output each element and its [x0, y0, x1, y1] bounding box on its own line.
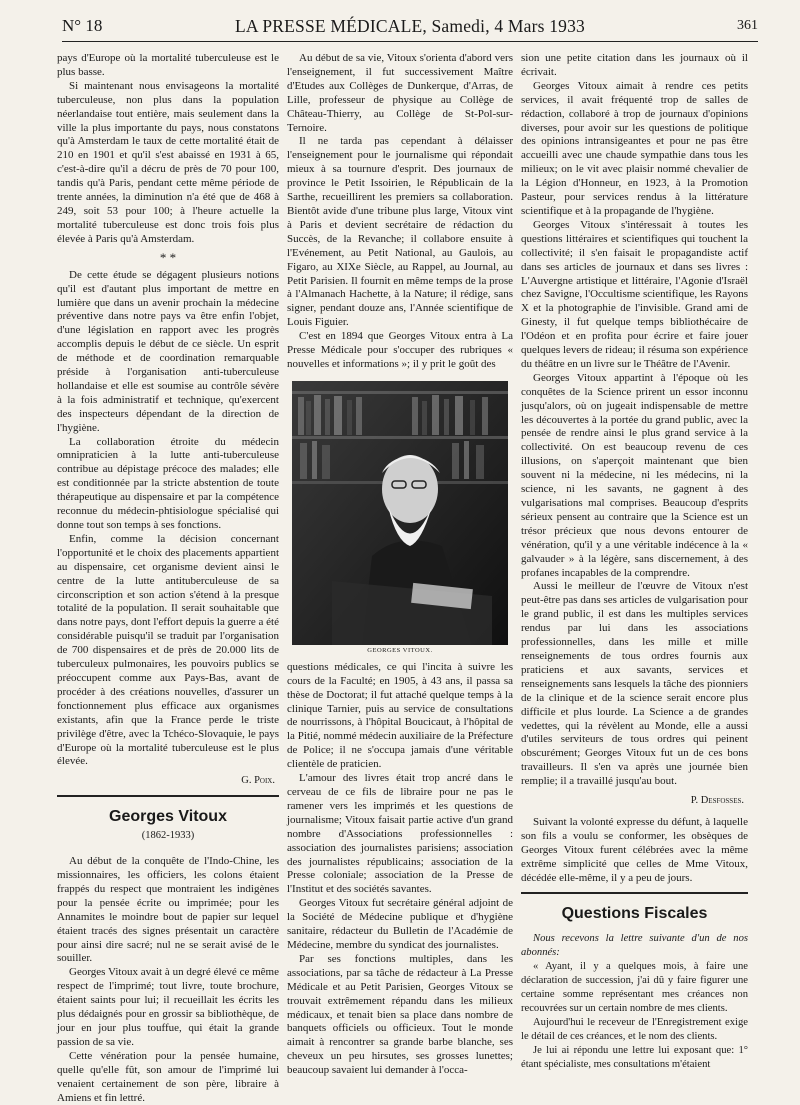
paragraph: De cette étude se dégagent plusieurs notions qu'il est d'autant plus important de mettre en lumière que dans un avenir prochain la médecine préventive dans notre pays va être enfin l'objet, d'une législation en rapport avec les progrès accomplis depuis le début de ce siècle. Un esprit de méthode et de coordination remarquable préside à l'organisation anti-tuberculeuse hollandaise et elle est soumise au contrôle sévère à la fois administratif et technique, qu'exercent des inspecteurs dépendant de la direction de l'hygiène. [57, 268, 279, 434]
paragraph: Georges Vitoux aimait à rendre ces petits services, il avait fréquenté trop de salles de rédaction, collaboré à trop de journaux d'opinions diverses, pour avoir sur les questions de politique des opinions intransigeantes et pour ne pas être accueilli avec une chaude sympathie dans tous les milieux; on le vit avec plaisir nommé chevalier de la Légion d'Honneur, en 1923, à la Promotion Pasteur, pour services rendus à la littérature scientifique et à la propagande de l'hygiène. [521, 79, 748, 217]
paragraph: pays d'Europe où la mortalité tuberculeuse est le plus basse. [57, 52, 279, 78]
column-3 [521, 52, 748, 1072]
letter-intro: Nous recevons la lettre suivante d'un de nos abonnés: [521, 933, 748, 959]
obituary-dates: (1862-1933) [141, 830, 195, 842]
divider [57, 795, 279, 797]
paragraph: Georges Vitoux avait à un degré élevé ce même respect de l'imprimé; tout livre, toute brochure, étaient saints pour lui; il recueillait les écrits les plus dédaignés pour en grossir sa bibliothèque, de jour en jour plus touffue, qui était la grande passion de sa vie. [57, 966, 279, 1048]
column-2 [287, 52, 513, 1077]
paragraph: Georges Vitoux s'intéressait à toutes les questions littéraires et scientifiques qui touchent la collectivité; il s'en faisait le propagandiste actif dans ses articles de journaux et dans ses livres : L'Auvergne artistique et littéraire, l'Agonie d'Israël chez Savigne, l'Occultisme scientifique, les Rayons X et la photographie de l'invisible. Grand ami de Ginesty, il fut quelque temps bibliothécaire de l'Odéon et en profita pour écrire et faire jouer quelques levers de rideau; il résuma son expérience du théâtre en un livre sur le Théâtre de l'Avenir. [521, 218, 748, 370]
paragraph: La collaboration étroite du médecin omnipraticien à la lutte anti-tuberculeuse contribue au dépistage précoce des malades; elle est conditionnée par la stricte abstention de toute thérapeutique au dispensaire et par la compétence reconnue du médecin-phtisiologue spécialisé qui donne tout son temps à ses fonctions. [57, 435, 279, 531]
paragraph: Si maintenant nous envisageons la mortalité tuberculeuse, non plus dans la population néerlandaise tout entière, mais seulement dans la ville la plus importante du pays, nous constatons qu'à Amsterdam le taux de cette mortalité était de 210 en 1901 et qu'il s'est abaissé en 1931 à 65, c'est-à-dire qu'il a décru de près de 70 pour 100, tandis qu'à Paris, pendant cette même période de trente années, la diminution n'a été que de 468 à 249, soit 53 pour 100; à l'heure actuelle la mortalité tuberculeuse est donc trois fois plus élevée à Paris qu'à Amsterdam. [57, 79, 279, 245]
section-separator: * * [159, 249, 177, 265]
journal-title: LA PRESSE MÉDICALE, Samedi, 4 Mars 1933 [234, 16, 586, 36]
issue-number: N° 18 [62, 16, 103, 35]
author-signature: G. Poix. [241, 775, 275, 787]
photo-caption: GEORGES VITOUX. [367, 646, 433, 654]
paragraph: Aussi le meilleur de l'œuvre de Vitoux n'est peut-être pas dans ses articles de vulgarisation pour le grand public, il est dans les multiples services rendus par lui dans les associations professionnelles, dans les mille et mille renseignements de tous ordres fournis aux praticiens et aux savants, services et renseignements sans lesquels la tâche des pionniers de la clinique et de la science serait encore plus difficile et plus lourde. La Science a de grandes vedettes, qui la révèlent au Monde, elle a aussi d'utiles serviteurs de tous ordres qui peinent obscurément; Georges Vitoux fut un de ces bons travailleurs. Il s'en va après une journée bien remplie; il a travaillé jusqu'au bout. [521, 580, 748, 788]
page-header [62, 15, 758, 42]
paragraph: Au début de la conquête de l'Indo-Chine, les missionnaires, les officiers, les colons étaient frappés du respect que montraient les indigènes pour la pensée écrite ou imprimée; pour les Annamites le moindre bout de papier sur lequel étaient tracés des signes présentait un caractère pour ainsi dire sacré; nul ne se serait avisé de le souiller. [57, 855, 279, 965]
paragraph: L'amour des livres était trop ancré dans le cerveau de ce fils de libraire pour ne pas le ramener vers les imprimés et les questions de journalisme; Vitoux faisait partie active d'un grand nombre d'Associations professionnelles : association des journalistes parisiens; association des journalistes républicains; association de la Presse coloniale; association de la Presse de l'Institut et des sociétés savantes. [287, 772, 513, 896]
divider [521, 892, 748, 894]
paragraph: Georges Vitoux fut secrétaire général adjoint de la Société de Médecine publique et d'hygiène sanitaire, rédacteur du Bulletin de l'Académie de Médecine, membre du syndicat des journalistes. [287, 897, 513, 951]
section-title: Questions Fiscales [561, 905, 708, 923]
paragraph: Je lui ai répondu une lettre lui exposant que: 1° étant spécialiste, mes consultations m'étaient [521, 1044, 748, 1070]
paragraph: Enfin, comme la décision concernant l'opportunité et le choix des placements appartient au dispensaire, cet organisme devient ainsi le centre de la lutte antituberculeuse de sa circonscription et son action s'étend à la presque totalité de la population. Il serait souhaitable que dans notre pays, dont l'effort depuis la guerre a été considérable puisqu'il se traduit par l'organisation de 700 dispensaires et de près de 20.000 lits de tuberculeux pulmonaires, les pouvoirs publics se préoccupent comme aux Pays-Bas, avant de procéder à des créations nouvelles, d'assurer un fonctionnement plus efficace aux organismes existants, afin que la France perde le triste privilège d'être, avec la Tchéco-Slovaquie, le pays d'Europe où la mortalité tuberculeuse est le plus élevée. [57, 532, 279, 768]
column-1 [57, 52, 279, 1104]
portrait-photo [292, 381, 508, 645]
obituary-title: Georges Vitoux [109, 808, 227, 826]
paragraph: sion une petite citation dans les journaux où il écrivait. [521, 52, 748, 78]
letter-block [521, 932, 748, 1071]
paragraph: Il ne tarda pas cependant à délaisser l'enseignement pour le journalisme qui répondait mieux à sa tournure d'esprit. Des journaux de province le Petit Issoirien, le Républicain de la Sarthe, recueillirent les premiers sa collaboration. Bientôt avide d'une tribune plus large, Vitoux vint à Paris et devient secrétaire de rédaction du Succès, de la Revanche; il collabore ensuite à l'Evénement, au Petit National, au Gaulois, au Figaro, au XIXe Siècle, au Rappel, au Journal, au Petit Parisien. Il fournit en même temps de la prose à l'Almanach Hachette, à la Nature; il rédige, sans signer, pendant douze ans, l'Année scientifique de Louis Figuier. [287, 135, 513, 329]
paragraph: Cette vénération pour la pensée humaine, quelle qu'elle fût, son amour de l'imprimé lui venaient certainement de son père, libraire à Amiens et fin lettré. [57, 1049, 279, 1104]
author-signature: P. Desfosses. [690, 795, 744, 807]
paragraph: « Ayant, il y a quelques mois, à faire une déclaration de succession, j'ai dû y faire figurer une certaine somme représentant mes créances non recouvrées sur un certain nombre de mes clients. [521, 961, 748, 1014]
paragraph: Par ses fonctions multiples, dans les associations, par sa tâche de rédacteur à La Presse Médicale et au Petit Parisien, Georges Vitoux se trouvait extrêmement répandu dans les milieux médicaux, et tenait bien sa place dans nombre de banquets officiels ou officieux. Tout le monde aimait à rencontrer sa grande barbe blanche, ses cheveux un peu hirsutes, ses grosses lunettes; beaucoup savaient lui demander à l'occa- [287, 952, 513, 1077]
paragraph: Suivant la volonté expresse du défunt, à laquelle son fils a voulu se conformer, les obsèques de Georges Vitoux furent célébrées avec la même extrême simplicité que celles de Mme Vitoux, décédée elle-même, il y a peu de jours. [521, 815, 748, 884]
paragraph: Aujourd'hui le receveur de l'Enregistrement exige le détail de ces créances, et le nom des clients. [521, 1016, 748, 1042]
paragraph: C'est en 1894 que Georges Vitoux entra à La Presse Médicale pour s'occuper des rubriques « nouvelles et informations »; il y prit le goût des [287, 330, 513, 370]
paragraph: Georges Vitoux appartint à l'époque où les conquêtes de la Science prirent un essor inconnu jusqu'alors, où on jugeait indispensable de mettre les découvertes à la portée du grand public, avec la pensée de rendre ainsi le plus grand service à la collectivité. On est beaucoup revenu de ces illusions, on s'aperçoit maintenant que bien souvent ni la médecine, ni les médecins, ni la science, ni les savants, ne gagnent à des vulgarisations mal comprises. Beaucoup d'esprits sérieux pensent au contraire que la Science est un trésor précieux que nous devons entourer de vénération, qu'il y a une véritable indécence à la « galvauder » à la légère, sans discernement, à des profanes incapables de la comprendre. [521, 371, 748, 579]
paragraph: questions médicales, ce qui l'incita à suivre les cours de la Faculté; en 1905, à 43 ans, il passa sa thèse de Doctorat; il fut attaché quelque temps à la clinique Tarnier, puis au service de consultations de nourrissons, à l'hôpital Boucicaut, à l'hôpital de la Pitié, nommé médecin auxiliaire de la Préfecture de Police; il ne s'occupa jamais d'une véritable clientèle de praticien. [287, 660, 513, 771]
page-number: 361 [737, 18, 758, 33]
paragraph: Au début de sa vie, Vitoux s'orienta d'abord vers l'enseignement, il fut successivement Maître d'Etudes aux Collèges de Dunkerque, d'Arras, de Lille, professeur de physique au Collège de Château-Thierry, au Collège de St-Pol-sur-Ternoire. [287, 52, 513, 134]
